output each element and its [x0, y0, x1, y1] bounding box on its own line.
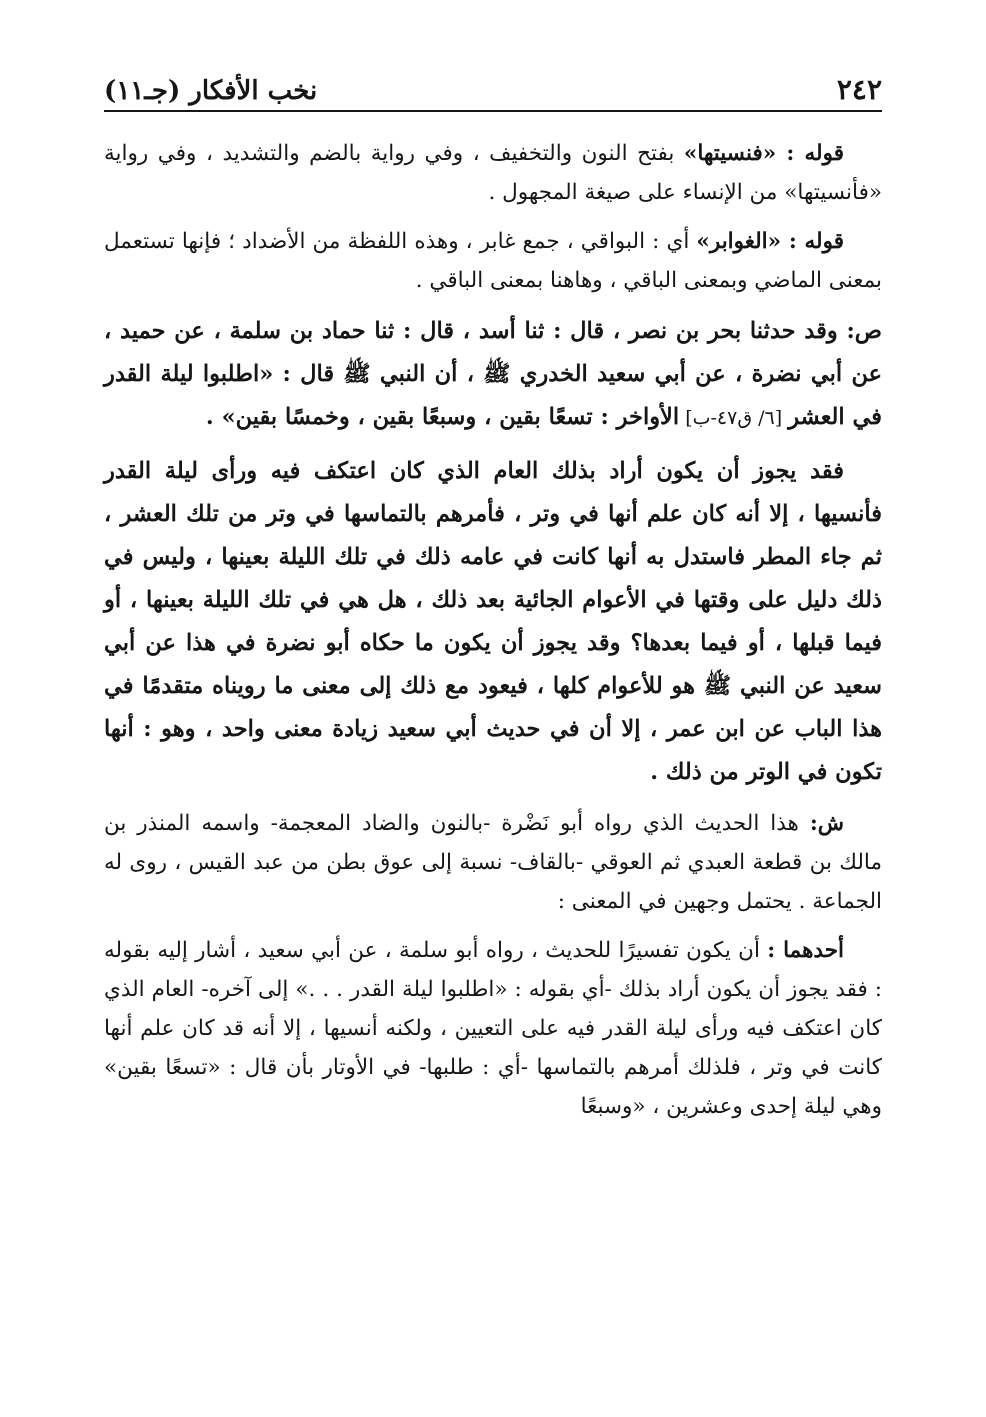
paragraph-commentary-1	[104, 134, 882, 212]
paragraph-text: هذا الحديث الذي رواه أبو نَضْرة -بالنون والضاد المعجمة- واسمه المنذر بن مالك بن قطعة العبدي ثم العوقي -بالقاف- نسبة إلى عوق بطن من عبد القيس ، روى له الجماعة . يحتمل وجهين في المعنى :	[104, 811, 882, 914]
paragraph-text: فقد يجوز أن يكون أراد بذلك العام الذي كان اعتكف فيه ورأى ليلة القدر فأنسيها ، إلا أنه كان علم أنها في وتر ، فأمرهم بالتماسها في وتر من تلك العشر ، ثم جاء المطر فاستدل به أنها كانت في عامه ذلك في تلك الليلة بعينها ، وليس في ذلك دليل على وقتها في الأعوام الجائية بعد ذلك ، هل هي في تلك الليلة بعينها ، أو فيما قبلها ، أو فيما بعدها؟ وقد يجوز أن يكون ما حكاه أبو نضرة في هذا عن أبي سعيد عن النبي ﷺ هو للأعوام كلها ، فيعود مع ذلك إلى معنى ما رويناه متقدمًا في هذا الباب عن ابن عمر ، إلا أن في حديث أبي سعيد زيادة معنى واحد ، وهو : أنها تكون في الوتر من ذلك .	[104, 458, 882, 785]
paragraph-lead: ص:	[846, 318, 882, 344]
paragraph-text: بفتح النون والتخفيف ، وفي رواية بالضم والتشديد ، وفي رواية «فأنسيتها» من الإنساء على صيغة المجهول .	[104, 141, 882, 205]
paragraph-text: الأواخر : تسعًا بقين ، وسبعًا بقين ، وخمسًا بقين» .	[205, 404, 680, 430]
paragraph-hadith-discussion	[104, 450, 882, 794]
page-number: ٢٤٢	[836, 73, 882, 106]
paragraph-lead: ش:	[809, 811, 844, 836]
paragraph-lead: قوله : «الغوابر»	[696, 229, 844, 254]
paragraph-text: أن يكون تفسيرًا للحديث ، رواه أبو سلمة ، عن أبي سعيد ، أشار إليه بقوله : فقد يجوز أن يكون أراد بذلك -أي بقوله : «اطلبوا ليلة القدر . . .» إلى آخره- العام الذي كان اعتكف فيه ورأى ليلة القدر فيه على التعيين ، ولكنه أنسيها ، إلا أنه قد كان علم أنها كانت في وتر ، فلذلك أمرهم بالتماسها -أي : طلبها- في الأوتار بأن قال : «تسعًا بقين» وهي ليلة إحدى وعشرين ، «وسبعًا	[104, 938, 882, 1119]
paragraph-lead: أحدهما :	[767, 938, 844, 963]
paragraph-hadith-text	[104, 310, 882, 440]
paragraph-first-aspect	[104, 931, 882, 1126]
running-title: نخب الأفكار (جـ١١)	[104, 76, 318, 106]
page-header	[104, 62, 882, 112]
page-body	[104, 134, 882, 1136]
paragraph-lead: قوله : «فنسيتها»	[683, 141, 844, 166]
paragraph-text: أي : البواقي ، جمع غابر ، وهذه اللفظة من الأضداد ؛ فإنها تستعمل بمعنى الماضي وبمعنى الباقي ، وهاهنا بمعنى الباقي .	[104, 229, 882, 293]
paragraph-commentary-2	[104, 222, 882, 300]
manuscript-reference: [٦/ ق٤٧-ب]	[679, 407, 789, 429]
paragraph-text: وقد حدثنا بحر بن نصر ، قال : ثنا أسد ، قال : ثنا حماد بن سلمة ، عن حميد ، عن أبي نضرة ، عن أبي سعيد الخدري ﷺ ، أن النبي ﷺ قال : «اطلبوا ليلة القدر في العشر	[104, 318, 882, 430]
paragraph-explanation	[104, 804, 882, 921]
